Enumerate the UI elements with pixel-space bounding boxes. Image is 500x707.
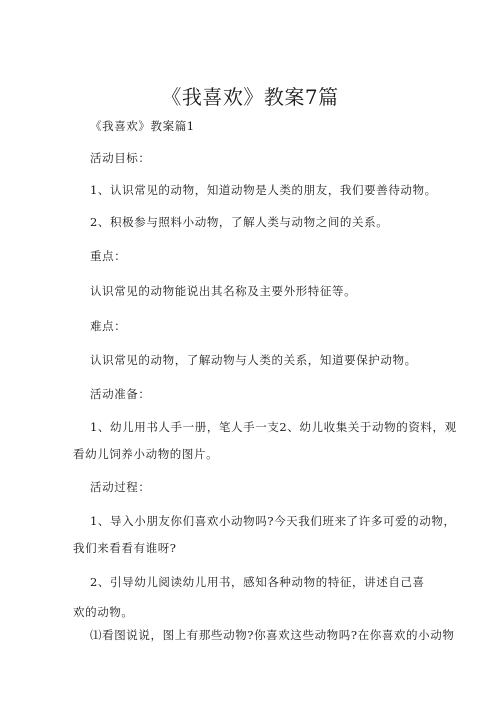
paragraph-line: 1、导入小朋友你们喜欢小动物吗?今天我们班来了许多可爱的动物， <box>90 514 456 528</box>
paragraph-line: 重点： <box>90 249 127 263</box>
paragraph-line: 活动准备： <box>90 387 151 401</box>
paragraph-line: 难点： <box>90 319 127 333</box>
paragraph-line: 2、引导幼儿阅读幼儿用书，感知各种动物的特征，讲述自己喜 <box>90 575 425 589</box>
paragraph-line: 我们来看看有谁呀? <box>73 541 177 555</box>
paragraph-line: 2、积极参与照料小动物，了解人类与动物之间的关系。 <box>90 215 389 229</box>
paragraph-line: 欢的动物。 <box>73 605 134 619</box>
document-title: 《我喜欢》教案7篇 <box>161 85 339 109</box>
paragraph-line: 看幼儿饲养小动物的图片。 <box>73 447 219 461</box>
paragraph-line: ⑴看图说说，图上有那些动物?你喜欢这些动物吗?在你喜欢的小动物 <box>90 628 455 642</box>
paragraph-line: 活动目标： <box>90 151 151 165</box>
section-heading: 《我喜欢》教案篇1 <box>90 119 195 133</box>
paragraph-line: 1、幼儿用书人手一册，笔人手一支2、幼儿收集关于动物的资料，观 <box>90 420 457 434</box>
paragraph-line: 活动过程： <box>90 480 151 494</box>
paragraph-line: 1、认识常见的动物，知道动物是人类的朋友，我们要善待动物。 <box>90 183 437 197</box>
paragraph-line: 认识常见的动物能说出其名称及主要外形特征等。 <box>90 284 357 298</box>
paragraph-line: 认识常见的动物，了解动物与人类的关系，知道要保护动物。 <box>90 353 417 367</box>
